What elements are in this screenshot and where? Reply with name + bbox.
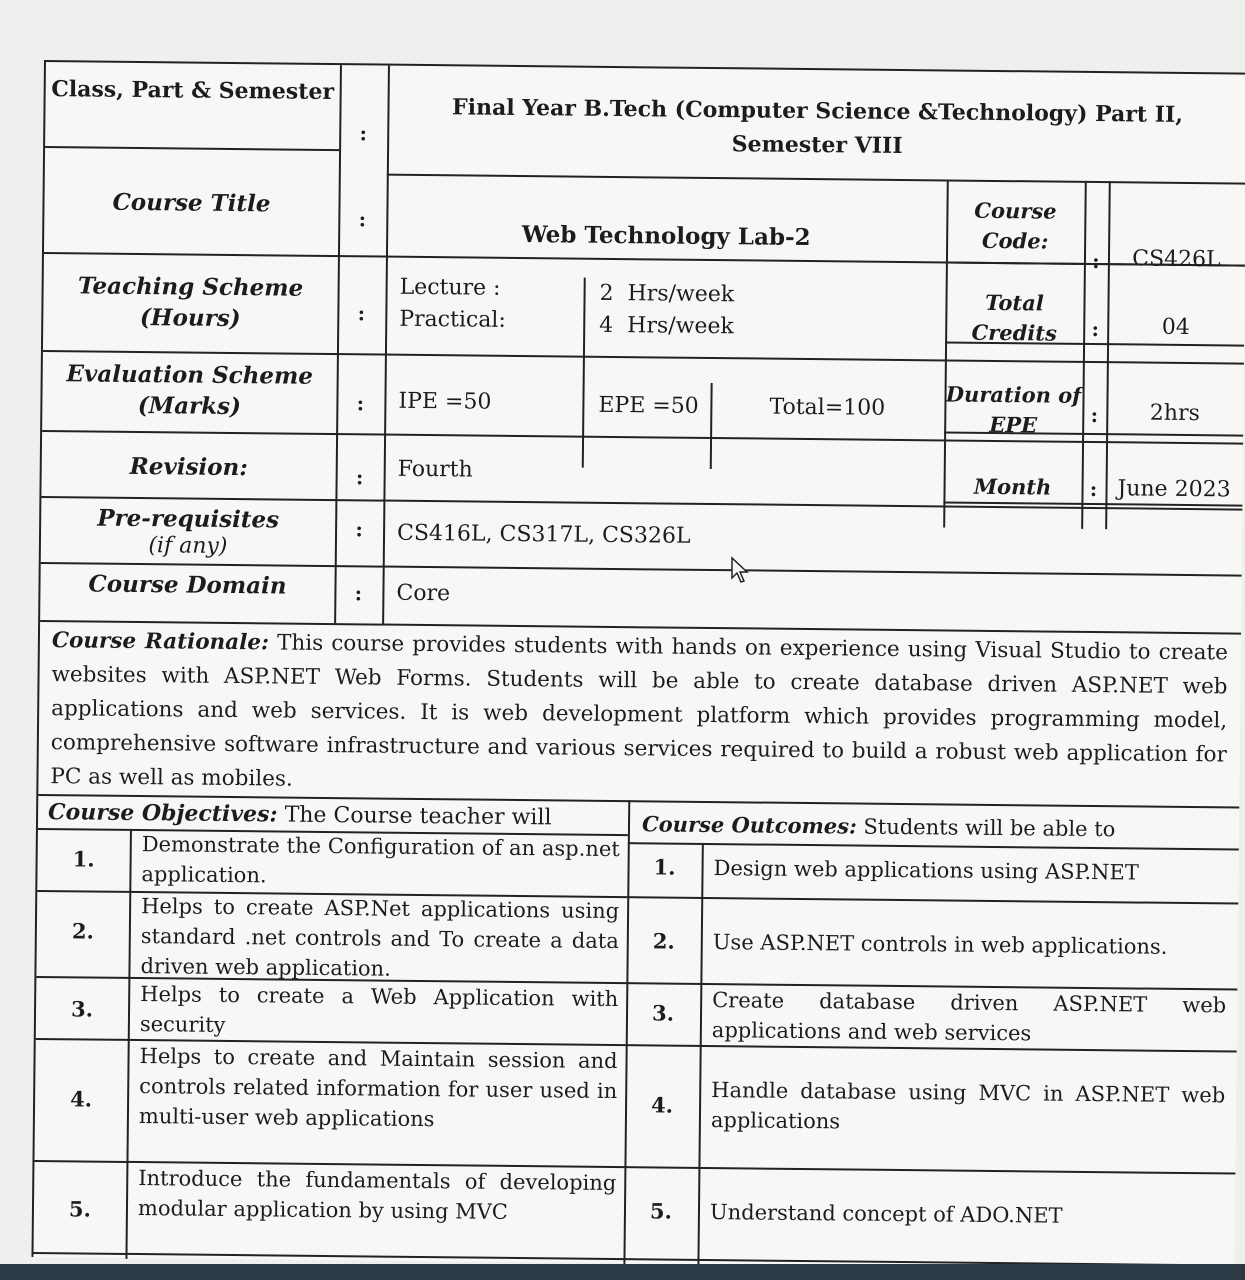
outcomes-label: Course Outcomes:: [641, 811, 857, 839]
grid-line: [382, 66, 390, 624]
objective-number: 1.: [72, 846, 95, 872]
outcome-number: 4.: [650, 1092, 674, 1118]
grid-line: [45, 146, 339, 151]
objective-item: Demonstrate the Configuration of an asp.net application.: [141, 832, 620, 888]
course-domain-label: Course Domain: [88, 570, 287, 600]
total-credits-value: 04: [1161, 314, 1190, 341]
course-rationale: [50, 624, 1228, 806]
outcome-number: 1.: [653, 854, 676, 880]
class-label: Class, Part & Semester: [51, 76, 335, 106]
objectives-label: Course Objectives:: [47, 799, 278, 828]
colon: :: [355, 465, 364, 490]
course-code-value: CS426L: [1132, 246, 1221, 273]
practical-label: Practical:: [399, 306, 506, 333]
objective-number: 5.: [68, 1196, 92, 1222]
outcome-number: 3.: [651, 1000, 675, 1026]
epe-marks: EPE =50: [598, 392, 699, 419]
colon: :: [1090, 402, 1099, 428]
ipe-marks: IPE =50: [398, 388, 492, 415]
lecture-value: 2 Hrs/week: [599, 280, 735, 308]
colon: :: [1089, 476, 1098, 502]
rationale-label: Course Rationale:: [51, 628, 270, 656]
course-domain-value: Core: [396, 580, 451, 607]
duration-epe-label: Duration of EPE: [945, 381, 1082, 438]
grid-line: [125, 829, 132, 1259]
prerequisites-sub: (if any): [148, 533, 228, 559]
outcome-item: Design web applications using ASP.NET: [713, 856, 1139, 885]
grid-line: [582, 278, 586, 468]
colon: :: [1091, 316, 1100, 342]
revision-value: Fourth: [397, 456, 473, 483]
total-credits-label: Total Credits: [971, 289, 1057, 346]
objective-item: Helps to create and Maintain session and controls related information for user used in multi-user web applications: [138, 1044, 618, 1132]
course-title-value: Web Technology Lab-2: [521, 221, 811, 252]
objective-item: Introduce the fundamentals of developing modular application by using MVC: [137, 1166, 617, 1224]
colon: :: [357, 301, 366, 326]
rationale-text: This course provides students with hands on experience using Visual Studio to create websites with ASP.NET Web Forms. Students will be able to create database driven ASP.NET web applications and web services. It is web development platform which provides programming model, comprehensive software infrastructure and various services required to build a robust web application for PC as well as mobiles.: [50, 630, 1229, 792]
month-label: Month: [973, 473, 1052, 500]
prerequisites-label: Pre-requisites: [97, 504, 280, 534]
course-code-label: Course Code:: [974, 197, 1057, 254]
colon: :: [1092, 248, 1100, 274]
objective-number: 3.: [70, 996, 94, 1022]
objective-item: Helps to create ASP.Net applications using standard .net controls and To create a data driven web application.: [140, 894, 620, 981]
revision-label: Revision:: [129, 452, 248, 482]
duration-epe-value: 2hrs: [1149, 400, 1200, 427]
practical-value: 4 Hrs/week: [599, 312, 734, 340]
monitor-bezel: [0, 1264, 1245, 1280]
outcomes-header: [642, 808, 1232, 846]
outcome-item: Handle database using MVC in ASP.NET web applications: [710, 1078, 1226, 1134]
outcome-number: 5.: [649, 1198, 673, 1224]
lecture-label: Lecture :: [399, 274, 501, 301]
month-value: June 2023: [1117, 476, 1231, 503]
colon: :: [354, 581, 363, 606]
colon: :: [359, 121, 368, 146]
outcome-item: Understand concept of ADO.NET: [709, 1200, 1063, 1228]
teaching-scheme-label: Teaching Scheme (Hours): [77, 272, 304, 333]
evaluation-scheme-label: Evaluation Scheme (Marks): [66, 360, 314, 421]
syllabus-sheet: [31, 60, 1245, 1270]
colon: :: [356, 391, 365, 416]
course-title-label: Course Title: [112, 188, 271, 218]
objectives-intro: The Course teacher will: [284, 802, 552, 831]
outcome-number: 2.: [652, 928, 675, 954]
prerequisites-value: CS416L, CS317L, CS326L: [396, 520, 691, 549]
class-value: Final Year B.Tech (Computer Science &Technology) Part II, Semester VIII: [451, 94, 1184, 159]
objective-number: 4.: [70, 1086, 93, 1112]
objective-item: Helps to create a Web Application with security: [139, 982, 619, 1037]
colon: :: [355, 517, 363, 542]
total-marks: Total=100: [769, 394, 886, 421]
mouse-pointer-icon: [730, 556, 750, 584]
outcome-item: Use ASP.NET controls in web applications.: [712, 930, 1168, 959]
grid-line: [697, 843, 703, 1265]
grid-line: [387, 174, 1245, 185]
outcomes-intro: Students will be able to: [863, 814, 1116, 842]
objective-number: 2.: [71, 918, 94, 944]
outcome-item: Create database driven ASP.NET web applications and web services: [711, 988, 1227, 1046]
colon: :: [358, 207, 367, 232]
